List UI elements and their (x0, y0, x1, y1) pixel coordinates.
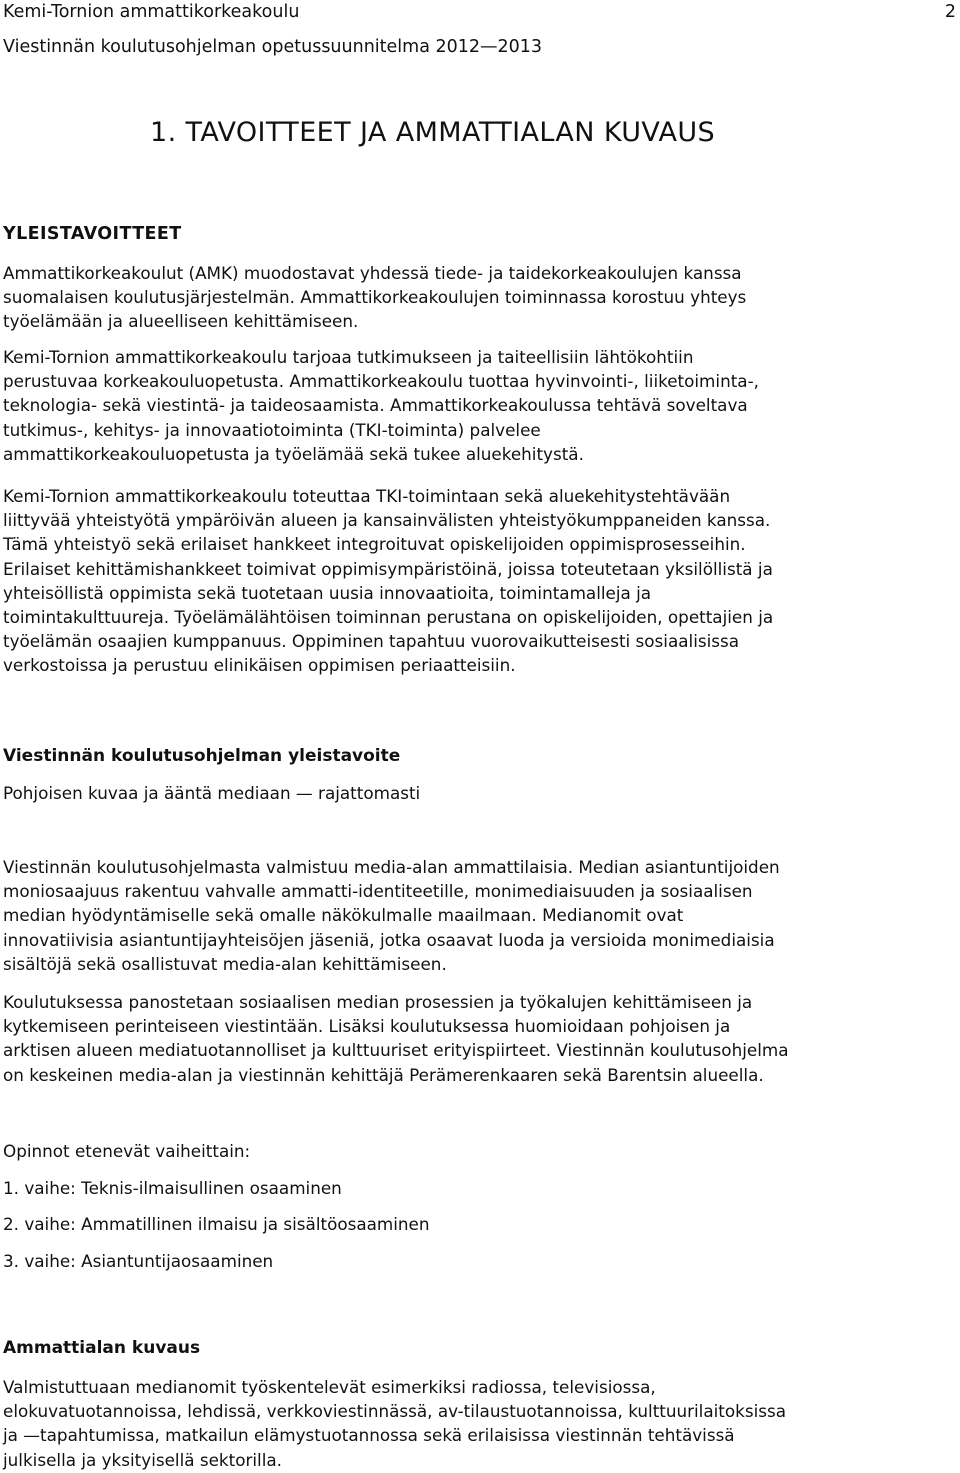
text-line: median hyödyntämiselle sekä omalle näkökulmalle maailmaan. Medianomit ovat (3, 905, 684, 926)
text-line: elokuvatuotannoissa, lehdissä, verkkoviestinnässä, av-tilaustuotannoissa, kulttuurilaitoksissa (3, 1401, 787, 1422)
chapter-title: 1. TAVOITTEET JA AMMATTIALAN KUVAUS (150, 117, 716, 148)
stage-item: 3. vaihe: Asiantuntijaosaaminen (3, 1251, 274, 1271)
paragraph-program-description (3, 855, 953, 976)
text-line: Kemi-Tornion ammattikorkeakoulu toteuttaa TKI-toimintaan sekä aluekehitystehtävään (3, 486, 731, 506)
text-line: Tämä yhteistyö sekä erilaiset hankkeet integroituvat opiskelijoiden oppimisprosesseihin. (3, 534, 746, 555)
text-line: ja —tapahtumissa, matkailun elämystuotannossa sekä erilaisissa viestinnän tehtävissä (3, 1425, 735, 1446)
text-line: toimintakulttuureja. Työelämälähtöisen toiminnan perustana on opiskelijoiden, opettajien ja (3, 606, 774, 627)
text-line: Kemi-Tornion ammattikorkeakoulu tarjoaa tutkimukseen ja taiteellisiin lähtökohtiin (3, 347, 694, 367)
text-line: innovatiivisia asiantuntijayhteisöjen jäseniä, jotka osaavat luoda ja versioida monimediaisia (3, 929, 775, 950)
stages-intro: Opinnot etenevät vaiheittain: (3, 1141, 251, 1161)
text-line: julkisella ja yksityisellä sektorilla. (3, 1449, 283, 1470)
stage-item: 1. vaihe: Teknis-ilmaisullinen osaaminen (3, 1178, 342, 1198)
paragraph-amk-intro (3, 261, 953, 334)
text-line: työelämän osaajien kumppanuus. Oppiminen tapahtuu vuorovaikutteisesti sosiaalisissa (3, 631, 740, 652)
text-line: suomalaisen koulutusjärjestelmän. Ammattikorkeakoulujen toiminnassa korostuu yhteys (3, 287, 747, 308)
text-line: Viestinnän koulutusohjelmasta valmistuu media-alan ammattilaisia. Median asiantuntijoiden (3, 857, 780, 877)
header-institution: Kemi-Tornion ammattikorkeakoulu (3, 2, 300, 22)
text-line: kytkemiseen perinteiseen viestintään. Lisäksi koulutuksessa huomioidaan pohjoisen ja (3, 1016, 731, 1037)
text-line: ammattikorkeakouluopetusta ja työelämää sekä tukee aluekehitystä. (3, 443, 584, 464)
paragraph-tki-cooperation (3, 484, 953, 678)
paragraph-career-description (3, 1375, 953, 1472)
heading-ammattialan-kuvaus: Ammattialan kuvaus (3, 1338, 201, 1358)
text-line: Ammattikorkeakoulut (AMK) muodostavat yhdessä tiede- ja taidekorkeakoulujen kanssa (3, 263, 742, 283)
text-line: moniosaajuus rakentuu vahvalle ammatti-identiteetille, monimediaisuuden ja sosiaalisen (3, 881, 753, 902)
text-line: on keskeinen media-alan ja viestinnän kehittäjä Perämerenkaaren sekä Barentsin alueella. (3, 1064, 764, 1085)
text-line: arktisen alueen mediatuotannolliset ja kulttuuriset erityispiirteet. Viestinnän koulutusohjelma (3, 1040, 789, 1061)
text-line: liittyvää yhteistyötä ympäröivän alueen ja kansainvälisten yhteistyökumppaneiden kanssa. (3, 510, 771, 531)
paragraph-social-media-focus (3, 990, 953, 1087)
running-header (3, 1, 956, 23)
text-line: verkostoissa ja perustuu elinikäisen oppimisen periaatteisiin. (3, 655, 516, 676)
heading-yleistavoitteet: YLEISTAVOITTEET (3, 224, 182, 244)
text-line: teknologia- sekä viestintä- ja taideosaamista. Ammattikorkeakoulussa tehtävä soveltava (3, 395, 748, 416)
header-plan-title: Viestinnän koulutusohjelman opetussuunnitelma 2012—2013 (3, 37, 543, 57)
text-line: yhteisöllistä oppimista sekä tuotetaan uusia innovaatioita, toimintamalleja ja (3, 582, 652, 603)
heading-yleistavoite: Viestinnän koulutusohjelman yleistavoite (3, 746, 401, 766)
page-number: 2 (944, 2, 956, 22)
text-line: perustuvaa korkeakouluopetusta. Ammattikorkeakoulu tuottaa hyvinvointi-, liiketoiminta-, (3, 371, 759, 392)
text-line: Valmistuttuaan medianomit työskentelevät esimerkiksi radiossa, televisiossa, (3, 1377, 656, 1397)
text-line: työelämään ja alueelliseen kehittämiseen. (3, 311, 359, 332)
text-line: Koulutuksessa panostetaan sosiaalisen median prosessien ja työkalujen kehittämiseen ja (3, 992, 753, 1012)
stage-item: 2. vaihe: Ammatillinen ilmaisu ja sisältöosaaminen (3, 1214, 430, 1234)
paragraph-ktamk-offering (3, 345, 953, 466)
text-line: sisältöjä sekä osallistuvat media-alan kehittämiseen. (3, 953, 447, 974)
motto-line: Pohjoisen kuvaa ja ääntä mediaan — rajattomasti (3, 783, 421, 803)
text-line: tutkimus-, kehitys- ja innovaatiotoiminta (TKI-toiminta) palvelee (3, 419, 541, 440)
text-line: Erilaiset kehittämishankkeet toimivat oppimisympäristöinä, joissa toteutetaan yksilöllistä ja (3, 558, 773, 579)
